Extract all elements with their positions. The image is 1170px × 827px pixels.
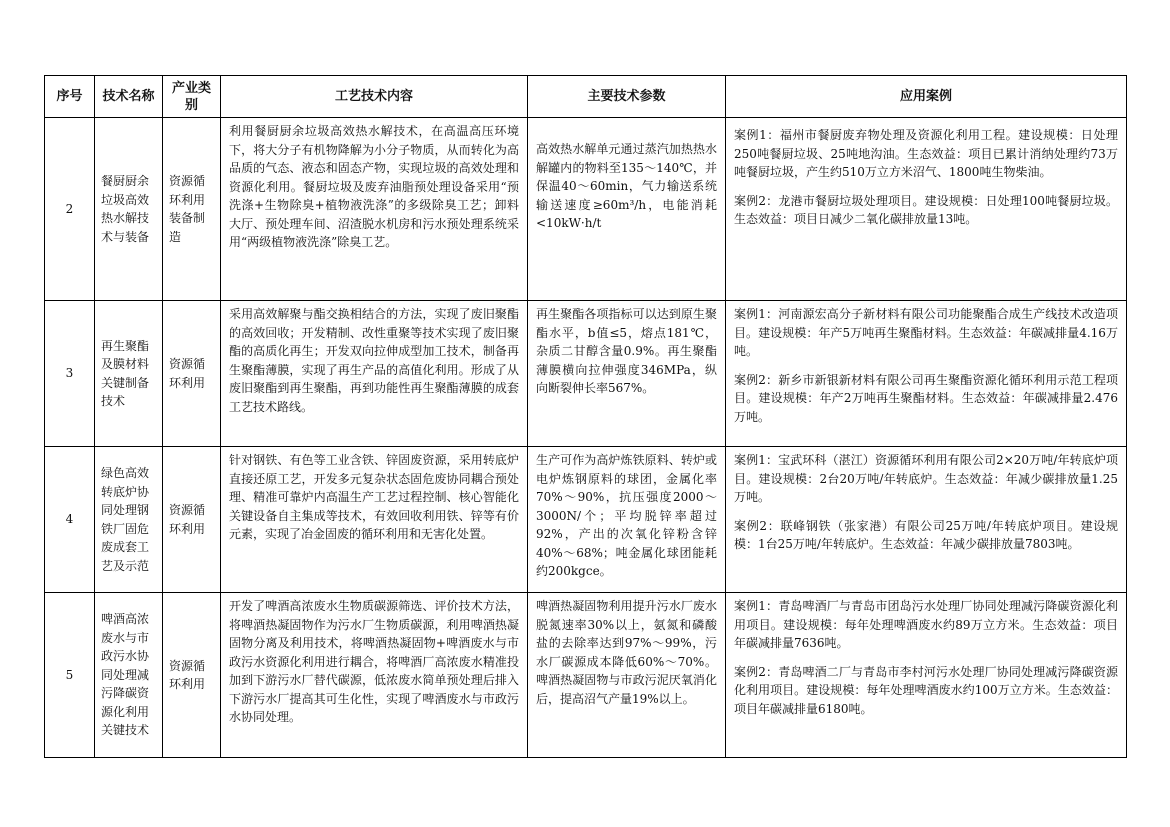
table-row [45,593,1127,758]
header-main-params: 主要技术参数 [528,76,726,118]
cell-process-content: 开发了啤酒高浓废水生物质碳源筛选、评价技术方法，将啤酒热凝固物作为污水厂生物质碳源，利用啤酒热凝固物分离及利用技术，将啤酒热凝固物+啤酒废水与市政污水资源化利用进行耦合，将啤酒厂高浓废水精准投加到下游污水厂替代碳源，低浓废水简单预处理后排入下游污水厂提高其可生化性，实现了啤酒废水与市政污水协同处理。 [221,593,528,758]
case-one-text: 案例1：福州市餐厨废弃物处理及资源化利用工程。建设规模：日处理250吨餐厨垃圾、25吨地沟油。生态效益：项目已累计消纳处理约73万吨餐厨垃圾，产生约510万立方米沼气、1800吨生物柴油。 [734,128,1118,179]
table-row [45,301,1127,447]
cell-seq: 3 [45,301,95,447]
case-one-text: 案例1：河南源宏高分子新材料有限公司功能聚酯合成生产线技术改造项目。建设规模：年产5万吨再生聚酯材料。生态效益：年碳减排量4.16万吨。 [734,307,1118,358]
cell-application-cases [726,593,1127,758]
cell-main-params: 再生聚酯各项指标可以达到原生聚酯水平，b值≤5，熔点181℃，杂质二甘醇含量0.9%。再生聚酯薄膜横向拉伸强度346MPa，纵向断裂伸长率567%。 [528,301,726,447]
header-industry-category: 产业类别 [163,76,221,118]
table-row [45,447,1127,593]
header-process-content: 工艺技术内容 [221,76,528,118]
case-one-text: 案例1：宝武环科（湛江）资源循环利用有限公司2×20万吨/年转底炉项目。建设规模：2台20万吨/年转底炉。生态效益：年减少碳排放量1.25万吨。 [734,453,1118,504]
technology-table [44,75,1127,758]
cell-seq: 4 [45,447,95,593]
header-seq: 序号 [45,76,95,118]
table-header-row [45,76,1127,118]
table-row [45,118,1127,301]
cell-tech-name: 再生聚酯及膜材料关键制备技术 [95,301,163,447]
cell-seq: 2 [45,118,95,301]
case-two-text: 案例2：青岛啤酒二厂与青岛市李村河污水处理厂协同处理减污降碳资源化利用项目。建设规模：每年处理啤酒废水约100万立方米。生态效益：项目年碳减排量6180吨。 [734,664,1118,716]
cell-tech-name: 餐厨厨余垃圾高效热水解技术与装备 [95,118,163,301]
case-two-text: 案例2：联峰钢铁（张家港）有限公司25万吨/年转底炉项目。建设规模：1台25万吨/年转底炉。生态效益：年减少碳排放量7803吨。 [734,518,1118,551]
case-two-text: 案例2：龙港市餐厨垃圾处理项目。建设规模：日处理100吨餐厨垃圾。生态效益：项目日减少二氧化碳排放量13吨。 [734,193,1118,226]
cell-industry-category: 资源循环利用 [163,447,221,593]
cell-industry-category: 资源循环利用装备制造 [163,118,221,301]
header-tech-name: 技术名称 [95,76,163,118]
cell-process-content: 利用餐厨厨余垃圾高效热水解技术，在高温高压环境下，将大分子有机物降解为小分子物质，从而转化为高品质的气态、液态和固态产物，实现垃圾的高效处理和资源化利用。餐厨垃圾及废弃油脂预处理设备采用“预洗涤+生物除臭+植物液洗涤”的多级除臭工艺；卸料大厅、预处理车间、沼渣脱水机房和污水预处理系统采用“两级植物液洗涤”除臭工艺。 [221,118,528,301]
cell-process-content: 采用高效解聚与酯交换相结合的方法，实现了废旧聚酯的高效回收；开发精制、改性重聚等技术实现了废旧聚酯的高质化再生；开发双向拉伸成型加工技术，制备再生聚酯薄膜，实现了再生产品的高值化利用。形成了从废旧聚酯到再生聚酯，再到功能性再生聚酯薄膜的成套工艺技术路线。 [221,301,528,447]
cell-main-params: 啤酒热凝固物利用提升污水厂废水脱氮速率30%以上，氨氮和磷酸盐的去除率达到97%～99%，污水厂碳源成本降低60%～70%。啤酒热凝固物与市政污泥厌氧消化后，提高沼气产量19%以上。 [528,593,726,758]
cell-application-cases [726,301,1127,447]
cell-industry-category: 资源循环利用 [163,593,221,758]
case-one-text: 案例1：青岛啤酒厂与青岛市团岛污水处理厂协同处理减污降碳资源化利用项目。建设规模：每年处理啤酒废水约89万立方米。生态效益：项目年碳减排量7636吨。 [734,599,1118,650]
cell-main-params: 生产可作为高炉炼铁原料、转炉或电炉炼钢原料的球团，金属化率70%～90%，抗压强度2000～3000N/个；平均脱锌率超过92%，产出的次氧化锌粉含锌40%～68%；吨金属化球团能耗约200kgce。 [528,447,726,593]
cell-industry-category: 资源循环利用 [163,301,221,447]
cell-process-content: 针对钢铁、有色等工业含铁、锌固废资源，采用转底炉直接还原工艺，开发多元复杂状态固危废协同耦合预处理、精准可靠炉内高温生产工艺过程控制、核心智能化关键设备自主集成等技术，有效回收利用铁、锌等有价元素，实现了冶金固废的循环利用和无害化处置。 [221,447,528,593]
header-application-cases: 应用案例 [726,76,1127,118]
cell-main-params: 高效热水解单元通过蒸汽加热热水解罐内的物料至135～140℃，并保温40～60min，气力输送系统输送速度≥60m³/h，电能消耗<10kW·h/t [528,118,726,301]
cell-tech-name: 绿色高效转底炉协同处理钢铁厂固危废成套工艺及示范 [95,447,163,593]
cell-application-cases [726,118,1127,301]
cell-seq: 5 [45,593,95,758]
case-two-text: 案例2：新乡市新银新材料有限公司再生聚酯资源化循环利用示范工程项目。建设规模：年产2万吨再生聚酯材料。生态效益：年碳减排量2.476万吨。 [734,372,1118,424]
cell-tech-name: 啤酒高浓废水与市政污水协同处理减污降碳资源化利用关键技术 [95,593,163,758]
cell-application-cases [726,447,1127,593]
